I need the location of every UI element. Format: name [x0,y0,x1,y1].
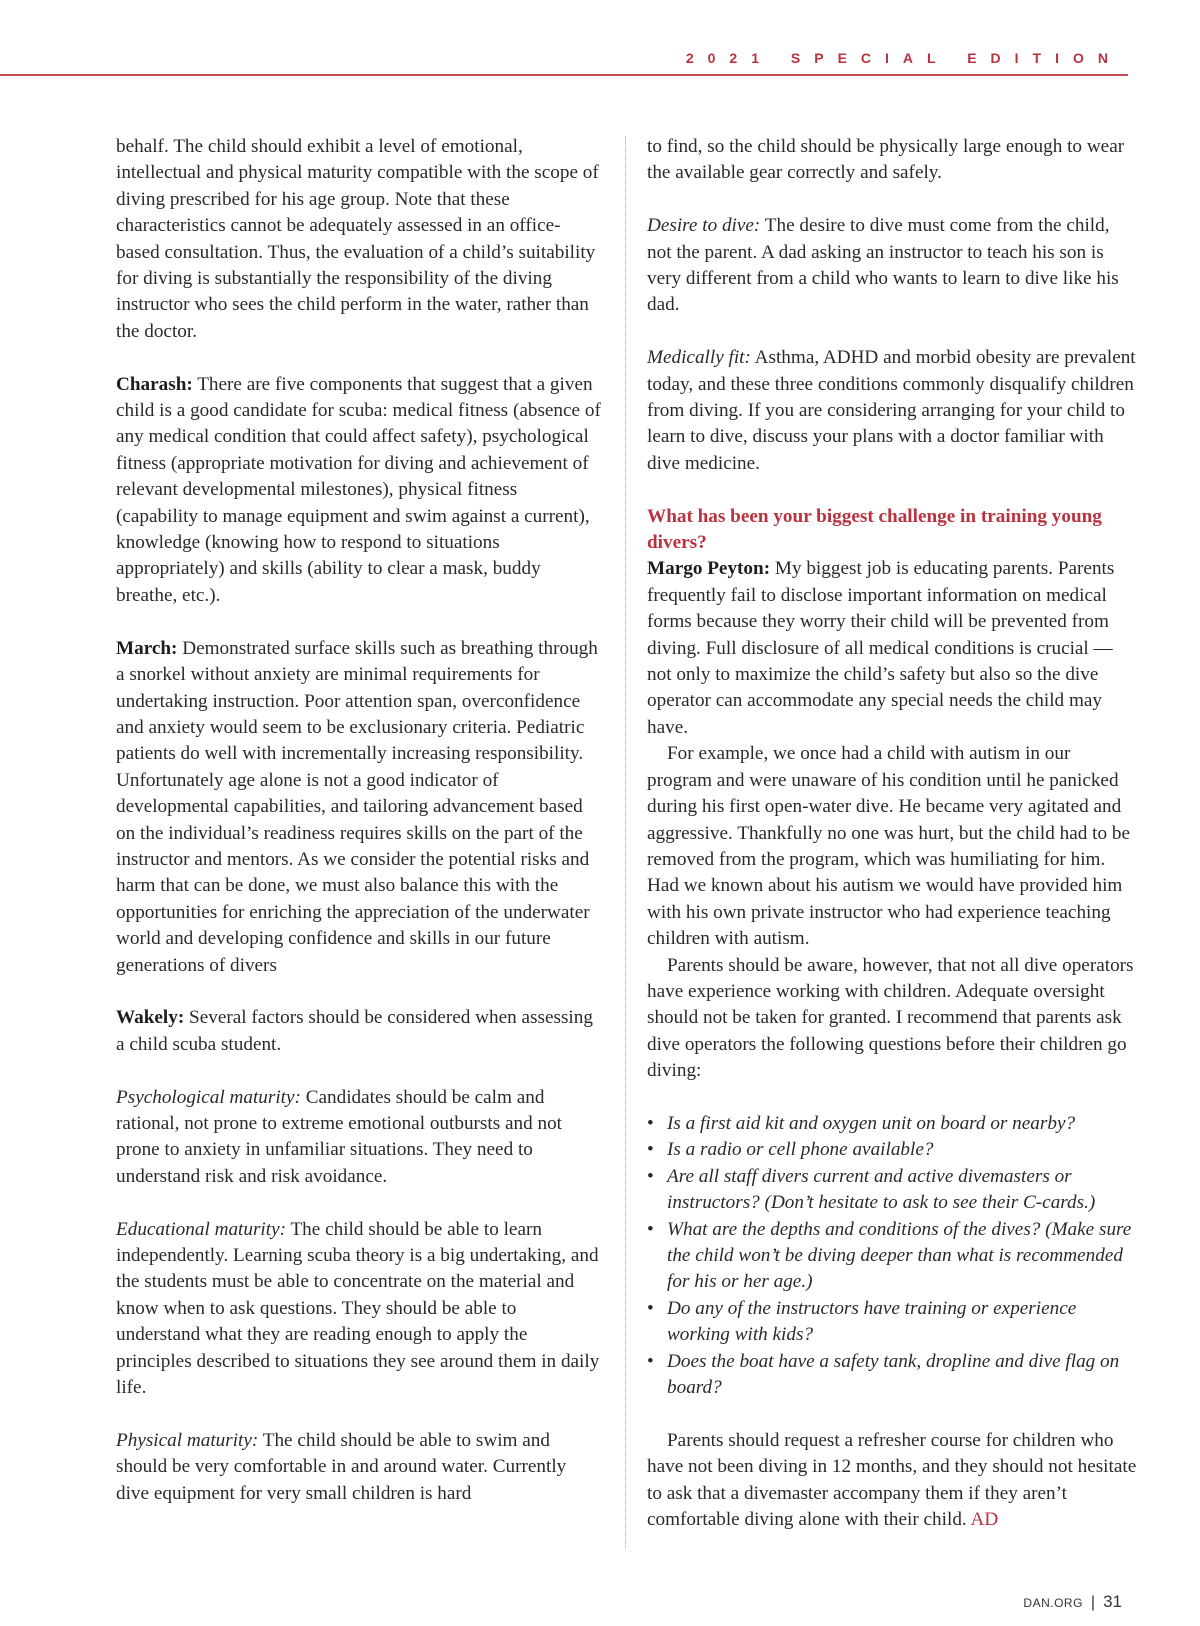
site-url[interactable]: DAN.ORG [1023,1596,1083,1610]
term-text: The child should be able to swim and should be very comfortable in and around water. Currently dive equipment for very small children is hard [116,1429,567,1504]
speaker-name: Charash: [116,373,193,395]
paragraph: Parents should be aware, however, that not all dive operators have experience working with children. Adequate oversight should not be taken for granted. I recommend that parents ask dive operators the following questions before their children go diving: [647,954,1134,1082]
paragraph-text: Parents should request a refresher course for children who have not been diving in 12 months, and they should not hesitate to ask that a divemaster accompany them if they aren’t comfortable diving alone with their child. [647,1429,1137,1531]
list-item: • Is a radio or cell phone available? [647,1137,1137,1163]
term-label: Psychological maturity: [116,1086,301,1108]
list-item: • Do any of the instructors have training or experience working with kids? [647,1296,1137,1349]
footer-separator: | [1090,1594,1096,1611]
physical-maturity-paragraph [116,1428,604,1507]
term-text: The child should be able to learn independently. Learning scuba theory is a big undertaking, and the students must be able to concentrate on the material and know when to ask questions. They should be able to understand what they are reading enough to apply the principles described to situations they see around them in daily life. [116,1218,600,1399]
term-label: Educational maturity: [116,1218,286,1240]
answer-text: Several factors should be considered when assessing a child scuba student. [116,1007,593,1055]
page-footer [1023,1592,1122,1612]
term-text: Asthma, ADHD and morbid obesity are prevalent today, and these three conditions commonly disqualify children from diving. If you are considering arranging for your child to learn to dive, discuss your plans with a doctor familiar with dive medicine. [647,347,1136,474]
psychological-maturity-paragraph [116,1085,604,1191]
speaker-name: Margo Peyton: [647,558,771,580]
list-item: • Is a first aid kit and oxygen unit on board or nearby? [647,1111,1137,1137]
paragraph: to find, so the child should be physically large enough to wear the available gear correctly and safely. [647,136,1125,184]
speaker-name: March: [116,637,178,659]
list-item: • Are all staff divers current and active divemasters or instructors? (Don’t hesitate to ask to see their C-cards.) [647,1164,1137,1217]
end-mark: AD [970,1509,999,1531]
peyton-answer [647,556,1137,741]
column-divider [625,136,626,1548]
term-label: Desire to dive: [647,215,761,237]
charash-answer [116,372,604,610]
desire-to-dive-paragraph [647,213,1137,319]
wakely-answer [116,1005,604,1058]
term-label: Medically fit: [647,347,751,369]
page-number: 31 [1103,1592,1122,1611]
answer-text: My biggest job is educating parents. Parents frequently fail to disclose important information on medical forms because they worry their child will be prevented from diving. Full disclosure of all medical conditions is crucial — not only to maximize the child’s safety but also so the dive operator can accommodate any special needs the child may have. [647,558,1115,738]
edition-header: 2021 SPECIAL EDITION [685,50,1122,66]
medically-fit-paragraph [647,345,1137,477]
list-item: • What are the depths and conditions of the dives? (Make sure the child won’t be diving deeper than what is recommended for his or her age.) [647,1217,1137,1296]
paragraph: For example, we once had a child with autism in our program and were unaware of his condition until he panicked during his first open-water dive. He became very agitated and aggressive. Thankfully no one was hurt, but the child had to be removed from the program, which was humiliating for him. Had we known about his autism we would have provided him with his own private instructor who had experience teaching children with autism. [647,743,1130,950]
question-list [647,1111,1137,1401]
term-text: Candidates should be calm and rational, not prone to extreme emotional outbursts and not prone to anxiety in unfamiliar situations. They need to understand risk and risk avoidance. [116,1086,563,1187]
term-text: The desire to dive must come from the child, not the parent. A dad asking an instructor to teach his son is very different from a child who wants to learn to dive like his dad. [647,215,1119,316]
right-column [647,134,1137,1533]
answer-text: Demonstrated surface skills such as breathing through a snorkel without anxiety are minimal requirements for undertaking instruction. Poor attention span, overconfidence and anxiety would seem to be exclusionary criteria. Pediatric patients do well with incrementally increasing responsibility. Unfortunately age alone is not a good indicator of developmental capabilities, and tailoring advancement based on the individual’s readiness requires skills on the part of the instructor and mentors. As we consider the potential risks and harm that can be done, we must also balance this with the opportunities for enriching the appreciation of the underwater world and developing confidence and skills in our future generations of divers [116,637,598,976]
closing-paragraph [647,1428,1137,1534]
speaker-name: Wakely: [116,1007,185,1029]
paragraph: behalf. The child should exhibit a level of emotional, intellectual and physical maturity compatible with the scope of diving prescribed for his age group. Note that these characteristics cannot be adequately assessed in an office-based consultation. Thus, the evaluation of a child’s suitability for diving is substantially the responsibility of the diving instructor who sees the child perform in the water, rather than the doctor. [116,136,599,342]
left-column [116,134,604,1507]
march-answer [116,636,604,979]
list-item: • Does the boat have a safety tank, dropline and dive flag on board? [647,1349,1137,1402]
term-label: Physical maturity: [116,1429,259,1451]
header-rule [0,74,1128,76]
educational-maturity-paragraph [116,1217,604,1402]
interview-question: What has been your biggest challenge in training young divers? [647,505,1102,554]
answer-text: There are five components that suggest that a given child is a good candidate for scuba: medical fitness (absence of any medical condition that could affect safety), psychological fitness (appropriate motivation for diving and achievement of relevant developmental milestones), physical fitness (capability to manage equipment and swim against a current), knowledge (knowing how to respond to situations appropriately) and skills (ability to clear a mask, buddy breathe, etc.). [116,373,601,606]
